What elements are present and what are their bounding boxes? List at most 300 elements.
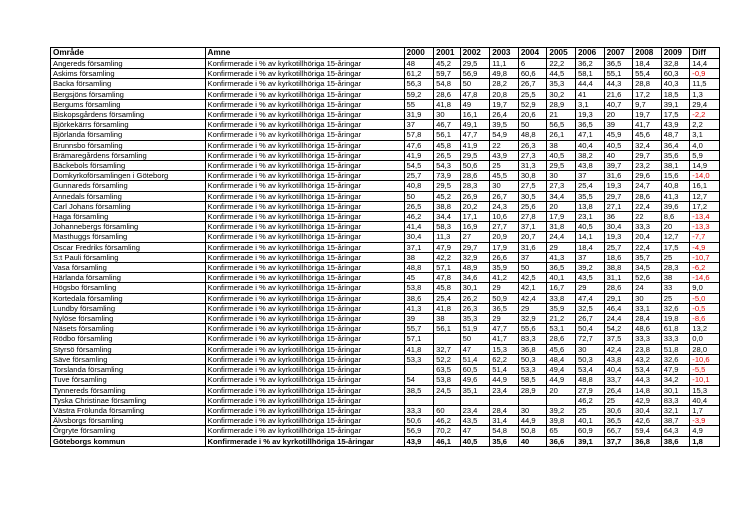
value-cell: 55,7 — [404, 324, 434, 334]
value-cell: 41,3 — [547, 252, 576, 262]
value-cell: 62,2 — [490, 354, 519, 364]
value-cell: 27,8 — [518, 212, 547, 222]
column-header: 2009 — [661, 48, 690, 59]
area-cell: Styrsö församling — [51, 344, 206, 354]
area-cell: Brunnsbo församling — [51, 140, 206, 150]
value-cell: 25,7 — [404, 171, 434, 181]
value-cell: 27,3 — [547, 181, 576, 191]
value-cell: 41,8 — [434, 99, 460, 109]
subject-cell: Konfirmerade i % av kyrkotillhöriga 15-åringar — [205, 222, 404, 232]
value-cell: 33,3 — [633, 222, 662, 232]
value-cell: 14,1 — [575, 232, 604, 242]
table-row — [51, 191, 720, 201]
value-cell: 11,1 — [490, 59, 519, 69]
value-cell: 29,5 — [460, 150, 490, 160]
value-cell: 72,7 — [575, 334, 604, 344]
value-cell: 31,3 — [518, 161, 547, 171]
value-cell: 27,7 — [490, 222, 519, 232]
diff-cell: -8,6 — [690, 314, 720, 324]
value-cell: 38,6 — [404, 293, 434, 303]
diff-cell: 1,3 — [690, 89, 720, 99]
value-cell: 56,1 — [434, 130, 460, 140]
value-cell: 39,1 — [661, 99, 690, 109]
table-body — [51, 59, 720, 447]
value-cell: 41,2 — [490, 273, 519, 283]
table-row — [51, 405, 720, 415]
value-cell: 26,4 — [490, 110, 519, 120]
value-cell: 38,8 — [434, 201, 460, 211]
value-cell: 25 — [661, 293, 690, 303]
value-cell: 49 — [460, 99, 490, 109]
value-cell: 40,5 — [604, 140, 633, 150]
value-cell: 21,6 — [604, 89, 633, 99]
value-cell: 24,3 — [490, 201, 519, 211]
value-cell: 61,8 — [661, 324, 690, 334]
value-cell: 83,3 — [661, 395, 690, 405]
value-cell: 37,1 — [404, 242, 434, 252]
value-cell: 17,2 — [633, 89, 662, 99]
value-cell: 33,3 — [404, 405, 434, 415]
diff-cell: -5,0 — [690, 293, 720, 303]
value-cell: 58,5 — [518, 375, 547, 385]
value-cell: 65 — [547, 426, 576, 436]
value-cell: 25 — [490, 161, 519, 171]
area-cell: Carl Johans församling — [51, 201, 206, 211]
value-cell: 30,5 — [518, 191, 547, 201]
value-cell: 60,3 — [661, 69, 690, 79]
area-cell: Haga församling — [51, 212, 206, 222]
value-cell: 54,9 — [490, 130, 519, 140]
value-cell: 18,4 — [575, 242, 604, 252]
value-cell: 25,5 — [518, 89, 547, 99]
value-cell: 34,5 — [633, 263, 662, 273]
value-cell: 70,2 — [434, 426, 460, 436]
value-cell: 44,5 — [547, 69, 576, 79]
table-row — [51, 314, 720, 324]
value-cell: 16,9 — [460, 222, 490, 232]
area-cell: Tyska Christinae församling — [51, 395, 206, 405]
value-cell: 48,9 — [460, 263, 490, 273]
value-cell: 27,3 — [518, 150, 547, 160]
value-cell: 35,1 — [460, 385, 490, 395]
value-cell: 16,7 — [547, 283, 576, 293]
value-cell: 11,3 — [434, 232, 460, 242]
value-cell: 30,1 — [460, 283, 490, 293]
table-row — [51, 385, 720, 395]
subject-cell: Konfirmerade i % av kyrkotillhöriga 15-åringar — [205, 416, 404, 426]
column-header: 2002 — [460, 48, 490, 59]
value-cell — [460, 395, 490, 405]
diff-cell: 16,1 — [690, 181, 720, 191]
value-cell: 36,5 — [490, 303, 519, 313]
value-cell: 25,4 — [575, 181, 604, 191]
value-cell: 29,6 — [633, 171, 662, 181]
value-cell: 37 — [575, 171, 604, 181]
value-cell: 43,9 — [404, 436, 434, 446]
value-cell: 44,9 — [490, 375, 519, 385]
value-cell: 46,2 — [404, 212, 434, 222]
value-cell: 31,1 — [604, 273, 633, 283]
value-cell: 57,8 — [404, 130, 434, 140]
column-header: 2006 — [575, 48, 604, 59]
subject-cell: Konfirmerade i % av kyrkotillhöriga 15-åringar — [205, 110, 404, 120]
table-row — [51, 252, 720, 262]
value-cell: 19,3 — [604, 232, 633, 242]
value-cell: 29 — [518, 303, 547, 313]
value-cell: 23,4 — [460, 405, 490, 415]
value-cell: 20 — [661, 222, 690, 232]
column-header: 2008 — [633, 48, 662, 59]
area-cell: Örgryte församling — [51, 426, 206, 436]
value-cell: 24,4 — [604, 314, 633, 324]
value-cell: 35,3 — [547, 79, 576, 89]
value-cell: 35,7 — [633, 252, 662, 262]
value-cell: 40 — [604, 150, 633, 160]
value-cell: 33,8 — [547, 293, 576, 303]
value-cell: 25,4 — [434, 293, 460, 303]
area-cell: Bergsjöns församling — [51, 89, 206, 99]
area-cell: Tuve församling — [51, 375, 206, 385]
diff-cell: 2,2 — [690, 120, 720, 130]
table-row — [51, 79, 720, 89]
value-cell: 26,9 — [460, 191, 490, 201]
table-row — [51, 365, 720, 375]
value-cell: 20 — [547, 201, 576, 211]
value-cell: 56,3 — [404, 79, 434, 89]
value-cell: 55,4 — [633, 69, 662, 79]
value-cell: 54,5 — [404, 161, 434, 171]
value-cell: 30,4 — [404, 232, 434, 242]
value-cell: 47,6 — [404, 140, 434, 150]
diff-cell: -0,5 — [690, 303, 720, 313]
value-cell: 43,9 — [661, 120, 690, 130]
value-cell: 24 — [633, 283, 662, 293]
diff-cell: -7,7 — [690, 232, 720, 242]
value-cell: 53,4 — [633, 365, 662, 375]
value-cell: 49,1 — [460, 120, 490, 130]
area-cell: Lundby församling — [51, 303, 206, 313]
value-cell: 26,1 — [547, 130, 576, 140]
subject-cell: Konfirmerade i % av kyrkotillhöriga 15-åringar — [205, 120, 404, 130]
value-cell: 35,6 — [490, 436, 519, 446]
value-cell: 37 — [404, 120, 434, 130]
value-cell: 49,4 — [547, 365, 576, 375]
value-cell: 45,8 — [434, 140, 460, 150]
value-cell: 31,4 — [490, 416, 519, 426]
value-cell: 39,7 — [604, 161, 633, 171]
table-row — [51, 150, 720, 160]
value-cell: 39,2 — [547, 405, 576, 415]
diff-cell: 29,4 — [690, 99, 720, 109]
value-cell: 26,2 — [460, 293, 490, 303]
value-cell: 59,2 — [404, 89, 434, 99]
value-cell: 47,9 — [661, 365, 690, 375]
value-cell: 53,1 — [547, 324, 576, 334]
value-cell: 57,1 — [434, 263, 460, 273]
diff-cell: 13,2 — [690, 324, 720, 334]
value-cell: 28,6 — [460, 171, 490, 181]
table-row — [51, 324, 720, 334]
value-cell: 42,1 — [518, 283, 547, 293]
value-cell: 58,1 — [575, 69, 604, 79]
subject-cell: Konfirmerade i % av kyrkotillhöriga 15-åringar — [205, 69, 404, 79]
value-cell: 34,6 — [460, 273, 490, 283]
area-cell: Nylöse församling — [51, 314, 206, 324]
value-cell: 50,6 — [404, 416, 434, 426]
column-header: Diff — [690, 48, 720, 59]
value-cell: 36,2 — [575, 59, 604, 69]
value-cell: 55 — [404, 99, 434, 109]
subject-cell: Konfirmerade i % av kyrkotillhöriga 15-åringar — [205, 59, 404, 69]
value-cell: 25,6 — [518, 201, 547, 211]
table-row — [51, 99, 720, 109]
area-cell: Björlanda församling — [51, 130, 206, 140]
value-cell: 17,5 — [661, 242, 690, 252]
diff-cell: -2,2 — [690, 110, 720, 120]
value-cell: 28,6 — [547, 334, 576, 344]
value-cell: 20 — [604, 110, 633, 120]
table-row — [51, 436, 720, 446]
diff-cell: -13,4 — [690, 212, 720, 222]
value-cell: 22 — [633, 212, 662, 222]
value-cell: 19,3 — [575, 110, 604, 120]
value-cell: 48,8 — [575, 375, 604, 385]
value-cell: 46,2 — [434, 416, 460, 426]
value-cell: 17,1 — [460, 212, 490, 222]
value-cell: 22,4 — [633, 201, 662, 211]
value-cell: 49,6 — [460, 375, 490, 385]
value-cell: 63,5 — [434, 365, 460, 375]
value-cell: 36,8 — [633, 436, 662, 446]
value-cell: 3,1 — [575, 99, 604, 109]
value-cell: 25,7 — [604, 242, 633, 252]
table-row — [51, 273, 720, 283]
table-row — [51, 59, 720, 69]
value-cell: 44,3 — [633, 375, 662, 385]
value-cell: 31,8 — [547, 222, 576, 232]
value-cell: 54,2 — [604, 324, 633, 334]
value-cell: 32,9 — [518, 314, 547, 324]
value-cell: 48,8 — [518, 130, 547, 140]
value-cell: 40,1 — [575, 416, 604, 426]
value-cell: 33,3 — [661, 334, 690, 344]
value-cell: 29,1 — [604, 293, 633, 303]
diff-cell: 1,8 — [690, 436, 720, 446]
value-cell: 29,5 — [460, 59, 490, 69]
value-cell: 41,3 — [661, 191, 690, 201]
value-cell: 41,8 — [404, 344, 434, 354]
value-cell: 19,7 — [490, 99, 519, 109]
value-cell: 43,5 — [575, 273, 604, 283]
value-cell: 61,2 — [404, 69, 434, 79]
value-cell: 40,5 — [575, 222, 604, 232]
value-cell: 28,4 — [633, 314, 662, 324]
diff-cell: 14,9 — [690, 161, 720, 171]
value-cell: 24,5 — [434, 385, 460, 395]
area-cell: Björkekärrs församling — [51, 120, 206, 130]
value-cell: 35,9 — [490, 263, 519, 273]
column-header: Amne — [205, 48, 404, 59]
value-cell: 53,8 — [434, 375, 460, 385]
value-cell: 59,7 — [434, 69, 460, 79]
area-cell: Kortedala församling — [51, 293, 206, 303]
value-cell: 19,7 — [633, 110, 662, 120]
diff-cell: -14,0 — [690, 171, 720, 181]
value-cell: 35,5 — [575, 191, 604, 201]
value-cell: 52,9 — [518, 99, 547, 109]
value-cell: 41 — [575, 89, 604, 99]
value-cell: 54 — [404, 375, 434, 385]
value-cell: 38,7 — [661, 416, 690, 426]
value-cell: 25 — [575, 405, 604, 415]
column-header: 2001 — [434, 48, 460, 59]
table-row — [51, 140, 720, 150]
value-cell: 48,6 — [633, 324, 662, 334]
value-cell: 28,3 — [460, 181, 490, 191]
diff-cell: 5,9 — [690, 150, 720, 160]
value-cell: 53,3 — [518, 365, 547, 375]
value-cell: 26,6 — [490, 252, 519, 262]
value-cell: 29,7 — [604, 191, 633, 201]
value-cell: 30 — [518, 405, 547, 415]
value-cell: 41,3 — [404, 303, 434, 313]
value-cell: 47,7 — [460, 130, 490, 140]
subject-cell: Konfirmerade i % av kyrkotillhöriga 15-åringar — [205, 181, 404, 191]
table-row — [51, 426, 720, 436]
value-cell: 24,7 — [633, 181, 662, 191]
value-cell: 28,2 — [490, 79, 519, 89]
value-cell: 45,8 — [434, 283, 460, 293]
column-header: 2007 — [604, 48, 633, 59]
value-cell: 16,1 — [460, 110, 490, 120]
subject-cell: Konfirmerade i % av kyrkotillhöriga 15-åringar — [205, 354, 404, 364]
value-cell: 26,3 — [518, 140, 547, 150]
value-cell: 15,6 — [661, 171, 690, 181]
area-cell: Västra Frölunda församling — [51, 405, 206, 415]
value-cell: 32,8 — [661, 59, 690, 69]
table-row — [51, 130, 720, 140]
value-cell: 21 — [547, 110, 576, 120]
subject-cell: Konfirmerade i % av kyrkotillhöriga 15-åringar — [205, 344, 404, 354]
value-cell: 66,7 — [604, 426, 633, 436]
area-cell: Askims församling — [51, 69, 206, 79]
value-cell: 44,9 — [547, 375, 576, 385]
value-cell: 26,7 — [575, 314, 604, 324]
value-cell: 52,6 — [633, 273, 662, 283]
value-cell: 24,4 — [547, 232, 576, 242]
value-cell: 50 — [518, 120, 547, 130]
value-cell: 6 — [518, 59, 547, 69]
value-cell: 17,9 — [547, 212, 576, 222]
value-cell: 22,2 — [547, 59, 576, 69]
table-row — [51, 212, 720, 222]
diff-cell: -14,6 — [690, 273, 720, 283]
value-cell: 60 — [434, 405, 460, 415]
value-cell: 36 — [604, 212, 633, 222]
value-cell: 55,6 — [518, 324, 547, 334]
value-cell: 34,2 — [661, 375, 690, 385]
subject-cell: Konfirmerade i % av kyrkotillhöriga 15-åringar — [205, 161, 404, 171]
value-cell: 43,2 — [633, 354, 662, 364]
table-row — [51, 375, 720, 385]
table-row — [51, 354, 720, 364]
value-cell: 40,4 — [604, 365, 633, 375]
value-cell: 37,7 — [604, 436, 633, 446]
table-row — [51, 222, 720, 232]
value-cell: 43,8 — [575, 161, 604, 171]
value-cell: 40,7 — [604, 99, 633, 109]
subject-cell: Konfirmerade i % av kyrkotillhöriga 15-åringar — [205, 201, 404, 211]
value-cell: 30,1 — [661, 385, 690, 395]
column-header: 2004 — [518, 48, 547, 59]
value-cell: 47 — [460, 426, 490, 436]
value-cell: 37,5 — [604, 334, 633, 344]
value-cell: 33 — [661, 283, 690, 293]
subject-cell: Konfirmerade i % av kyrkotillhöriga 15-åringar — [205, 324, 404, 334]
value-cell: 39,2 — [575, 263, 604, 273]
value-cell: 36,5 — [547, 263, 576, 273]
diff-cell: 0,0 — [690, 334, 720, 344]
value-cell: 32,4 — [633, 140, 662, 150]
value-cell: 23,4 — [490, 385, 519, 395]
subject-cell: Konfirmerade i % av kyrkotillhöriga 15-åringar — [205, 79, 404, 89]
area-cell: Bäckebols församling — [51, 161, 206, 171]
value-cell: 27,1 — [604, 201, 633, 211]
value-cell: 35,6 — [661, 150, 690, 160]
value-cell: 51,4 — [490, 365, 519, 375]
value-cell: 41,9 — [460, 140, 490, 150]
table-row — [51, 395, 720, 405]
table-row — [51, 201, 720, 211]
value-cell: 37,1 — [518, 222, 547, 232]
value-cell: 29,5 — [547, 161, 576, 171]
value-cell: 47,9 — [434, 242, 460, 252]
value-cell: 19,3 — [604, 181, 633, 191]
area-cell: Backa församling — [51, 79, 206, 89]
table-row — [51, 344, 720, 354]
value-cell: 45,9 — [604, 130, 633, 140]
table-row — [51, 89, 720, 99]
subject-cell: Konfirmerade i % av kyrkotillhöriga 15-åringar — [205, 242, 404, 252]
value-cell: 39,1 — [575, 436, 604, 446]
column-header: 2003 — [490, 48, 519, 59]
value-cell: 51,8 — [661, 344, 690, 354]
value-cell: 38,2 — [575, 150, 604, 160]
value-cell: 27,5 — [518, 181, 547, 191]
value-cell: 26,5 — [404, 201, 434, 211]
subject-cell: Konfirmerade i % av kyrkotillhöriga 15-åringar — [205, 171, 404, 181]
subject-cell: Konfirmerade i % av kyrkotillhöriga 15-åringar — [205, 436, 404, 446]
value-cell: 29 — [490, 283, 519, 293]
value-cell: 28,8 — [633, 79, 662, 89]
diff-cell: 4,9 — [690, 426, 720, 436]
value-cell: 57,1 — [404, 334, 434, 344]
value-cell: 48,4 — [547, 354, 576, 364]
value-cell: 28,9 — [518, 385, 547, 395]
value-cell: 48,7 — [661, 130, 690, 140]
value-cell: 31,6 — [604, 171, 633, 181]
diff-cell: 15,3 — [690, 385, 720, 395]
value-cell: 40,8 — [404, 181, 434, 191]
value-cell: 53,8 — [404, 283, 434, 293]
value-cell: 53,3 — [404, 354, 434, 364]
area-cell: Bergums församling — [51, 99, 206, 109]
value-cell: 42,4 — [518, 293, 547, 303]
value-cell: 36,4 — [661, 140, 690, 150]
value-cell: 56,9 — [460, 69, 490, 79]
area-cell: Biskopsgårdens församling — [51, 110, 206, 120]
diff-cell: 14,4 — [690, 59, 720, 69]
